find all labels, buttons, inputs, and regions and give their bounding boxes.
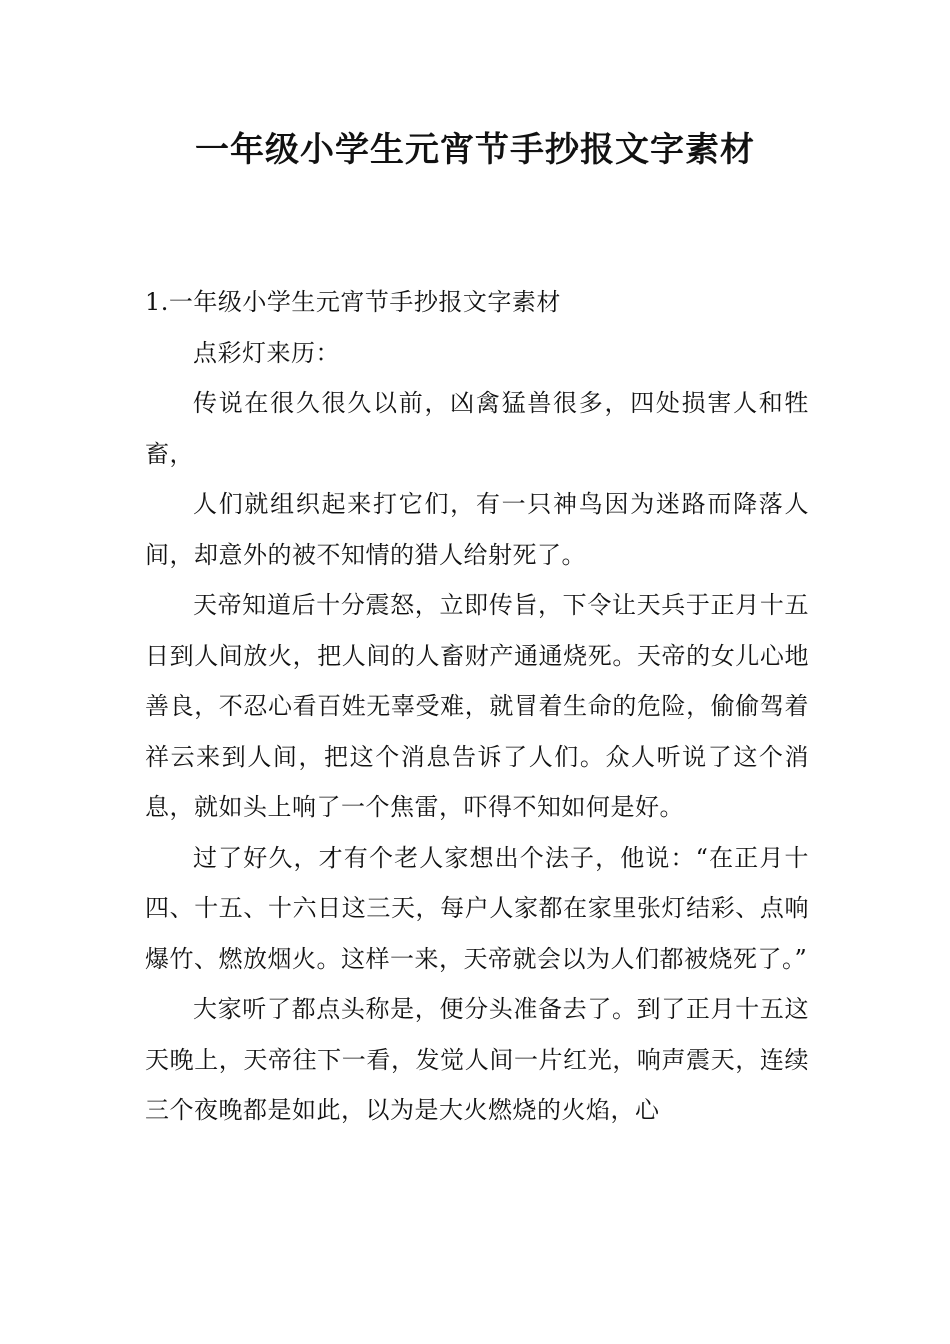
paragraph: 过了好久，才有个老人家想出个法子，他说：“在正月十四、十五、十六日这三天，每户人家都在家里张灯结彩、点响爆竹、燃放烟火。这样一来，天帝就会以为人们都被烧死了。” bbox=[145, 843, 809, 973]
paragraph: 人们就组织起来打它们，有一只神鸟因为迷路而降落人间，却意外的被不知情的猎人给射死了。 bbox=[145, 490, 809, 569]
paragraph: 大家听了都点头称是，便分头准备去了。到了正月十五这天晚上，天帝往下一看，发觉人间一片红光，响声震天，连续三个夜晚都是如此，以为是大火燃烧的火焰，心 bbox=[145, 995, 809, 1124]
paragraph: 天帝知道后十分震怒，立即传旨，下令让天兵于正月十五日到人间放火，把人间的人畜财产通通烧死。天帝的女儿心地善良，不忍心看百姓无辜受难，就冒着生命的危险，偷偷驾着祥云来到人间，把这个消息告诉了人们。众人听说了这个消息，就如头上响了一个焦雷，吓得不知如何是好。 bbox=[145, 591, 809, 821]
document-title: 一年级小学生元宵节手抄报文字素材 bbox=[195, 130, 755, 170]
paragraph-subheading: 点彩灯来历： bbox=[193, 338, 340, 367]
section-heading: 1.一年级小学生元宵节手抄报文字素材 bbox=[145, 288, 561, 316]
document-body bbox=[145, 277, 809, 1136]
paragraph: 传说在很久很久以前，凶禽猛兽很多，四处损害人和牲畜， bbox=[145, 389, 809, 468]
